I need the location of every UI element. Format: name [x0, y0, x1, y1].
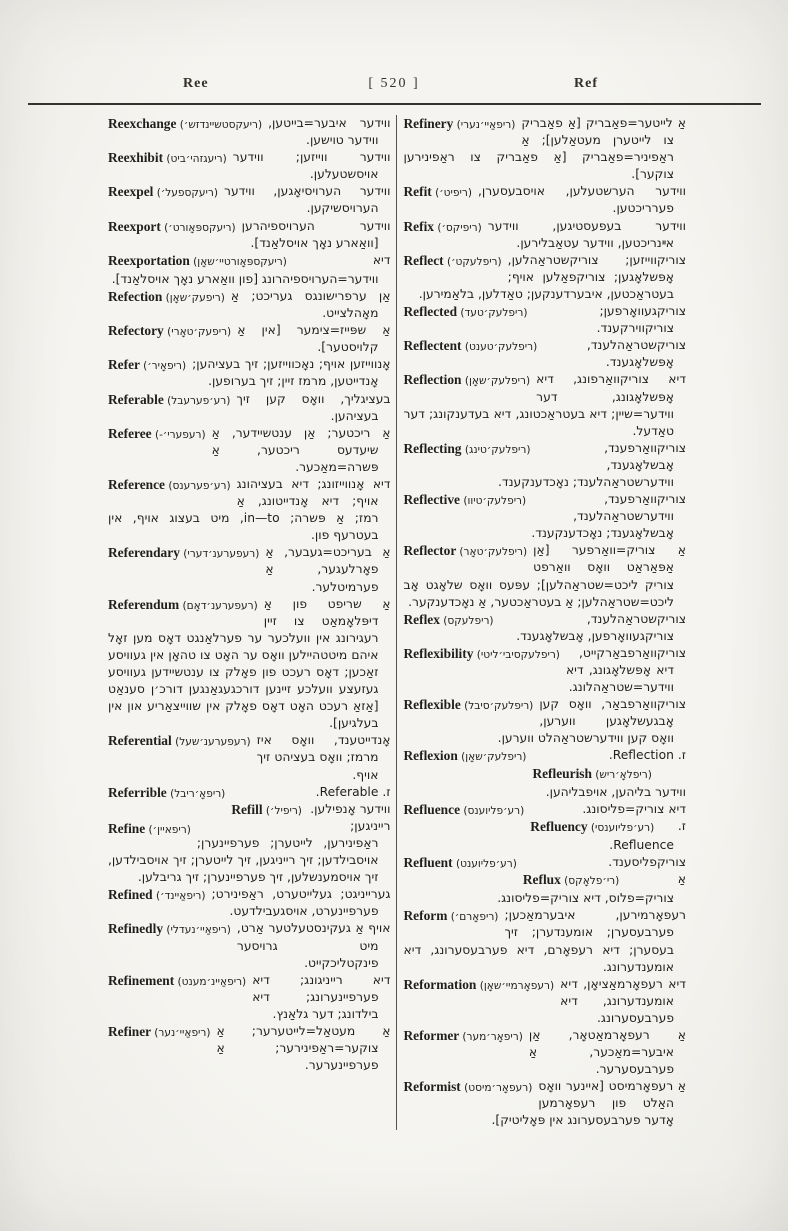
headword: Refection (ריפעק׳שאָן) [108, 288, 225, 304]
definition: דיא אָנווייזונג; דיא בעציהונג אויף; דיא אָנדייטונג, אַ רמז; אַ פּשרה; in—to, מיט בעצוג אויף, אין בעטרעף פון. [108, 476, 391, 543]
headword: Refluent (רע׳פליוענט) [403, 855, 517, 871]
dictionary-entry [404, 871, 687, 907]
dictionary-entry [404, 183, 687, 217]
dictionary-entry [108, 784, 391, 801]
pronunciation: (ריפאַיי׳נערי) [456, 119, 516, 131]
definition: דיא ווידער=הערויספיהרונג [פון וואַארע נאָך אויסלאַנד]. [111, 252, 391, 286]
headword: Reflect (ריפלעקט׳) [403, 252, 502, 268]
definition: אַ ריכטער; אַן ענטשיידער, אַ שיעדעס ריכטער, אַ פּשרה=מאַכער. [211, 425, 391, 474]
definition: אַ רעפאָרמאַטאָר, אַן איבער=מאַכער, אַ פערבעסערער. [528, 1027, 686, 1077]
dictionary-entry [404, 252, 687, 303]
pronunciation: (רע׳פערענס) [168, 479, 231, 492]
definition: ז. Reflection. [608, 748, 686, 763]
headword: Refiner (ריפאַיי׳נער) [108, 1023, 211, 1039]
right-column [404, 115, 687, 1130]
dictionary-entry [404, 765, 687, 801]
pronunciation: (ריפלעקסיבי׳ליטי) [476, 648, 560, 661]
headword: Reflex (ריפלעקס) [403, 611, 494, 627]
dictionary-entry [108, 252, 391, 288]
guide-word-left: Ree [183, 76, 209, 91]
headword: Reform (ריפאָרם׳) [403, 908, 499, 924]
pronunciation: (רע׳פליוענס) [463, 804, 525, 817]
dictionary-entry [404, 976, 687, 1027]
pronunciation: (רע׳פליוענסי) [590, 821, 655, 834]
headword: Reflux (רי׳פלאָקס) [522, 872, 620, 888]
headword: Reference (רע׳פערענס) [108, 476, 231, 492]
headword: Refluency (רע׳פליוענסי) [530, 818, 655, 834]
headword: Refer (ריפאָיר׳) [108, 357, 187, 373]
headword: Referee (רעפערי׳-) [108, 425, 206, 441]
left-column [108, 115, 391, 1130]
definition: אַן ערפרישונגס געריכט; אַ מאָהלצייט. [230, 288, 391, 321]
dictionary-entry [404, 337, 687, 371]
pronunciation: (ריפלעק׳טינג) [464, 443, 531, 456]
dictionary-entry [108, 149, 391, 183]
definition: ווידער הערויספיהרען [וואַארע נאָך אויסלאַנד]. [241, 218, 391, 250]
headword: Reformer (ריפאָר׳מער) [403, 1027, 523, 1043]
pronunciation: (ריפאָר׳מער) [462, 1030, 523, 1043]
dictionary-entry [108, 1023, 391, 1074]
pronunciation: (רעפערענ׳דאָם) [182, 599, 258, 612]
definition: אַ שריפט פון אַ דיפּלאָמאַט צו זיין רעגירונג אין וועלכער ער פערלאַנגט דאָס מען זאָל איהם מיטטהיילען וואָס ער האָט צו טהאָן אין געוויסע זאַכען; דאָס רעכט פון פאָלק צו ענטשיידען געוויסע געזעצע וועלכע זיינען דורכגעגאַנגען דורכ׳ן סענאַט [אַזאַ רעכט האָט דאָס פאָלק אין שווייצאַריע און אין בעלגיען]. [108, 596, 391, 731]
pronunciation: (ריפאָרם׳) [450, 911, 499, 924]
headword: Refinement (ריפאַיינ׳מענט) [108, 972, 247, 988]
pronunciation: (ריפלעק׳טאָר) [459, 546, 528, 559]
headword: Refix (ריפיקס׳) [403, 218, 482, 234]
headword: Reflecting (ריפלעק׳טינג) [403, 440, 531, 456]
headword: Reflectent (ריפלעק׳טענט) [403, 338, 538, 354]
headword: Reexhibit (ריעגזהי׳ביט) [108, 150, 227, 166]
headword: Reflected (ריפלעק׳טעד) [403, 304, 528, 320]
headword: Reexchange (ריעקסטשיינדזש׳) [108, 116, 263, 131]
definition: רייניגען; ראַפינירען, לייטערן; פערפיינערן; אויסבילדען; זיך רייניגען, זיך לייטערן; זיך אויסבילדען, זיך אויסמענשלען, זיך פערפיינערן; זיך גריבלען. [108, 818, 391, 885]
definition: ווידער בעפעסטיגען, ווידער אײנריכטען, ווידער עטאַבלירען. [487, 218, 686, 250]
dictionary-entry [108, 544, 391, 595]
pronunciation: (ריפאָ׳ריבל) [170, 787, 226, 800]
dictionary-entry [404, 818, 687, 854]
definition: דיא רעפאָרמאַציאָן, דיא אומענדערונג, דיא פערבעסערונג. [560, 976, 686, 1025]
column-divider [396, 115, 397, 1130]
pronunciation: (ריפלעק׳שאָן) [461, 751, 527, 764]
pronunciation: (ריפלעק׳טעד) [460, 307, 528, 320]
pronunciation: (ריפלעק׳שאָן) [464, 375, 531, 388]
pronunciation: (רי׳פלאָקס) [564, 875, 620, 888]
pronunciation: (ריפאָיר׳) [143, 360, 187, 373]
headword: Refinery (ריפאַיי׳נערי) [403, 116, 516, 131]
pronunciation: (רעפערענ׳דערי) [183, 548, 260, 561]
pronunciation: (ריפלעק׳סיבל) [464, 700, 534, 713]
definition: ווידער אָנפילען. [310, 801, 391, 816]
definition: ווידער ווייזען; ווידער אויסשטעלען. [232, 150, 391, 182]
definition: צוריקוואַרפענד, אָבשלאָגענד, ווידערשטראַהלענד; נאָכדענקענד. [497, 440, 686, 489]
dictionary-entry [108, 732, 391, 783]
dictionary-entry [108, 391, 391, 425]
definition: ווידער הערשטעלען, אויסבעסערן, פערריכטען. [477, 184, 686, 216]
headword: Referential (רעפערענ׳שעל) [108, 733, 251, 749]
headword: Refluence (רע׳פליוענס) [403, 801, 525, 817]
dictionary-entry [404, 115, 687, 183]
definition: צוריקשטראַהלענד, אָפּשלאָגענד. [586, 338, 686, 370]
pronunciation: (ריפלאָ׳ריש) [595, 768, 652, 781]
headword: Reexport (ריעקספּאָורט׳) [108, 218, 236, 234]
definition: צוריקוואַרפענד, ווידערשטראַהלענד, אָבשלאָגענד; נאָכדענקענד. [531, 492, 686, 541]
pronunciation: (ריפיקס׳) [437, 221, 482, 234]
pronunciation: (ריפאַיינ׳מענט) [177, 975, 247, 988]
pronunciation: (רעפערי׳-) [154, 428, 206, 441]
definition: ז. Referable. [315, 784, 391, 799]
definition: אָנווייזען אויף; נאָכווייזען; זיך בעציהען; אָנדייטען, מרמז זיין; זיך בערופען. [192, 357, 391, 389]
pronunciation: (רעפאָר׳מיסט) [464, 1082, 533, 1095]
dictionary-entry [108, 288, 391, 322]
dictionary-entry [404, 371, 687, 439]
definition: ז. Refluence. [609, 818, 686, 852]
pronunciation: (ריפעק׳שאָן) [165, 291, 225, 304]
definition: ווידער בליהען, אויפבליהען. [545, 784, 686, 799]
guide-word-right: Ref [574, 76, 598, 91]
definition: צוריקגעוואָרפען; צוריקווירקענד. [596, 304, 686, 336]
definition: צוריקשטראַהלענד, צוריקגעוואָרפען, אָבשלאָגענד. [516, 611, 686, 643]
definition: בעציגליך, וואָס קען זיך בעציהען. [236, 391, 391, 423]
headword: Refit (ריפיט׳) [403, 184, 472, 200]
dictionary-entry [404, 440, 687, 491]
dictionary-entry [108, 801, 391, 818]
dictionary-entry [404, 645, 687, 696]
pronunciation: (ריפאַיי׳נער) [154, 1026, 211, 1039]
definition: ווידער הערויסיאָגען, ווידער הערויסשיקען. [224, 184, 391, 216]
dictionary-entry [108, 596, 391, 733]
headword: Reflector (ריפלעק׳טאָר) [403, 543, 528, 559]
definition: ווידער איבער=בייטען, ווידער טוישען. [268, 116, 391, 148]
definition: צוריקפליסענד. [608, 855, 686, 870]
dictionary-entry [404, 542, 687, 610]
headword: Referendary (רעפערענ׳דערי) [108, 545, 260, 561]
dictionary-entry [108, 920, 391, 971]
headword: Reformist (רעפאָר׳מיסט) [403, 1079, 533, 1095]
definition: אָנדייטענד, וואָס איז מרמז; וואָס בעציהט זיך אויף. [256, 733, 391, 782]
dictionary-entry [108, 115, 391, 149]
definition: אַ שפּייז=צימער [אין אַ קלויסטער]. [237, 323, 391, 355]
pronunciation: (ריעקספּאָורט׳) [164, 221, 236, 234]
definition: דיא צוריק=פליסונג. [582, 801, 686, 816]
headword: Referendum (רעפערענ׳דאָם) [108, 596, 258, 612]
text-columns [108, 115, 686, 1130]
dictionary-entry [108, 972, 391, 1023]
page-number: [ 520 ] [368, 76, 420, 91]
dictionary-entry [404, 1078, 687, 1129]
definition: צוריקוואַרפבאַרקייט, דיא אָפּשלאָגונג, דיא ווידער=שטראַהלונג. [565, 645, 686, 695]
dictionary-entry [404, 854, 687, 871]
headword: Reflective (ריפלעק׳טיוו) [403, 492, 527, 508]
page-header [0, 76, 788, 98]
headword: Reflexible (ריפלעק׳סיבל) [403, 697, 534, 713]
dictionary-entry [108, 183, 391, 217]
pronunciation: (ריפיט׳) [435, 187, 472, 200]
headword: Refleurish (ריפלאָ׳ריש) [532, 765, 652, 781]
dictionary-entry [404, 611, 687, 645]
headword: Reexpel (ריעקספעל׳) [108, 184, 219, 200]
dictionary-entry [108, 886, 391, 920]
pronunciation: (רע׳פערעבל) [167, 394, 231, 407]
definition: אַ מעטאַל=לייטערער; אַ צוקער=ראַפינירער; אַ פערפיינערער. [216, 1023, 391, 1073]
pronunciation: (ריפלעקס) [443, 614, 494, 627]
dictionary-entry [404, 303, 687, 337]
dictionary-entry [404, 696, 687, 747]
headword: Refectory (ריפעק׳טאָרי) [108, 323, 232, 339]
dictionary-entry [404, 907, 687, 975]
headword: Reflexibility (ריפלעקסיבי׳ליטי) [403, 645, 560, 661]
definition: צוריקוואַרפבאַר, וואָס קען אָבגעשלאָגען ווערען, וואָס קען ווידערשטראַהלט ווערען. [497, 697, 686, 746]
definition: דיא רייניגונג; דיא פערפיינערונג; דיא בילדונג; דער גלאַנץ. [252, 972, 391, 1021]
pronunciation: (ריעקספעל׳) [156, 187, 219, 200]
headword: Refine (ריפאיין׳) [108, 820, 191, 836]
headword: Referrible (ריפאָ׳ריבל) [108, 784, 226, 800]
pronunciation: (ריעגזהי׳ביט) [166, 153, 227, 166]
headword: Refinedly (ריפאַיי׳נעדלי) [108, 921, 231, 937]
definition: אַ בעריכט=געבער, אַ פאָרלעגער, אַ פערמיטלער. [265, 545, 391, 594]
headword: Reexportation (ריעקספּאָורטיי׳שאָן) [108, 252, 287, 268]
definition: צוריקווייזען; צוריקשטראַהלען, אָפּשלאָגען; צוריקפאַלען אויף; בעטראַכטען, איבערדענקען; טאַדלען, בלאַמירען. [418, 252, 686, 301]
pronunciation: (ריפיל׳) [265, 804, 302, 817]
pronunciation: (רע׳פליוענט) [455, 858, 517, 871]
dictionary-entry [404, 1027, 687, 1078]
dictionary-entry [404, 491, 687, 542]
headword: Refined (ריפאַיינד׳) [108, 887, 206, 903]
pronunciation: (ריפלעק׳טענט) [464, 341, 538, 354]
pronunciation: (ריפלעקט׳) [447, 255, 502, 268]
definition: אַ לייטער=פאַבריק [אַ פאַבריק צו לייטערן מעטאַלען]; אַ ראַפיניר=פאַבריק [אַ פאַבריק צו ראַפינירען צוקער]. [403, 116, 686, 182]
dictionary-entry [108, 218, 391, 252]
pronunciation: (ריפאַיינד׳) [155, 890, 206, 903]
headword: Referable (רע׳פערעבל) [108, 391, 231, 407]
definition: רעפאָרמירען, איבערמאַכען; פערבעסערן; אומענדערן; זיך בעסערן; דיא רעפאָרם, דיא פערבעסערונג, דיא אומענדערונג. [403, 908, 686, 974]
dictionary-entry [404, 801, 687, 818]
header-rule [28, 103, 761, 105]
dictionary-entry [108, 425, 391, 476]
definition: אַ רעפאָרמיסט [איינער וואָס האַלט פון רעפאָרמען אָדער פערבעסערונג אין פּאָליטיק]. [491, 1079, 686, 1128]
definition: אַ צוריק=פלוס, דיא צוריק=פליסונג. [497, 872, 686, 906]
headword: Reflection (ריפלעק׳שאָן) [403, 372, 531, 388]
pronunciation: (ריעקסטשיינדזש׳) [179, 119, 263, 131]
dictionary-entry [404, 218, 687, 252]
dictionary-entry [404, 747, 687, 764]
headword: Refill (ריפיל׳) [231, 801, 302, 817]
headword: Reformation (רעפאָרמיי׳שאָן) [403, 976, 555, 992]
dictionary-entry [108, 356, 391, 390]
dictionary-entry [108, 476, 391, 544]
pronunciation: (רעפערענ׳שעל) [175, 736, 251, 749]
headword: Reflexion (ריפלעק׳שאָן) [403, 748, 527, 764]
pronunciation: (ריפאַיי׳נעדלי) [166, 924, 231, 937]
definition: אויף אַ געקינסטעלטער אַרט, מיט גרויסער פינקטליכקייט. [236, 921, 391, 970]
pronunciation: (ריעקספּאָורטיי׳שאָן) [193, 255, 287, 268]
definition: גערייניגט; געלייטערט, ראַפינירט; פערפיינערט, אויסגעבילדעט. [211, 887, 391, 919]
dictionary-entry [108, 322, 391, 356]
pronunciation: (רעפאָרמיי׳שאָן) [479, 979, 555, 992]
definition: דיא צוריקוואַרפונג, דיא אָפּשלאָגונג, דער ווידער=שיין; דיא בעטראַכטונג, דיא בעדענקונג; דער טאַדעל. [403, 372, 686, 438]
pronunciation: (ריפעק׳טאָרי) [167, 326, 232, 339]
pronunciation: (ריפלעק׳טיוו) [463, 495, 527, 508]
dictionary-entry [108, 818, 391, 886]
pronunciation: (ריפאיין׳) [148, 823, 191, 836]
definition: אַ צוריק=וואַרפער [אַן אַפּאַראַט וואָס וואַרפט צוריק ליכט=שטראַהלען]; עפּעס וואָס שלאָגט אָב ליכט=שטראַהלען; אַ בעטראַכטער, אַ נאָכדענקער. [403, 543, 686, 609]
